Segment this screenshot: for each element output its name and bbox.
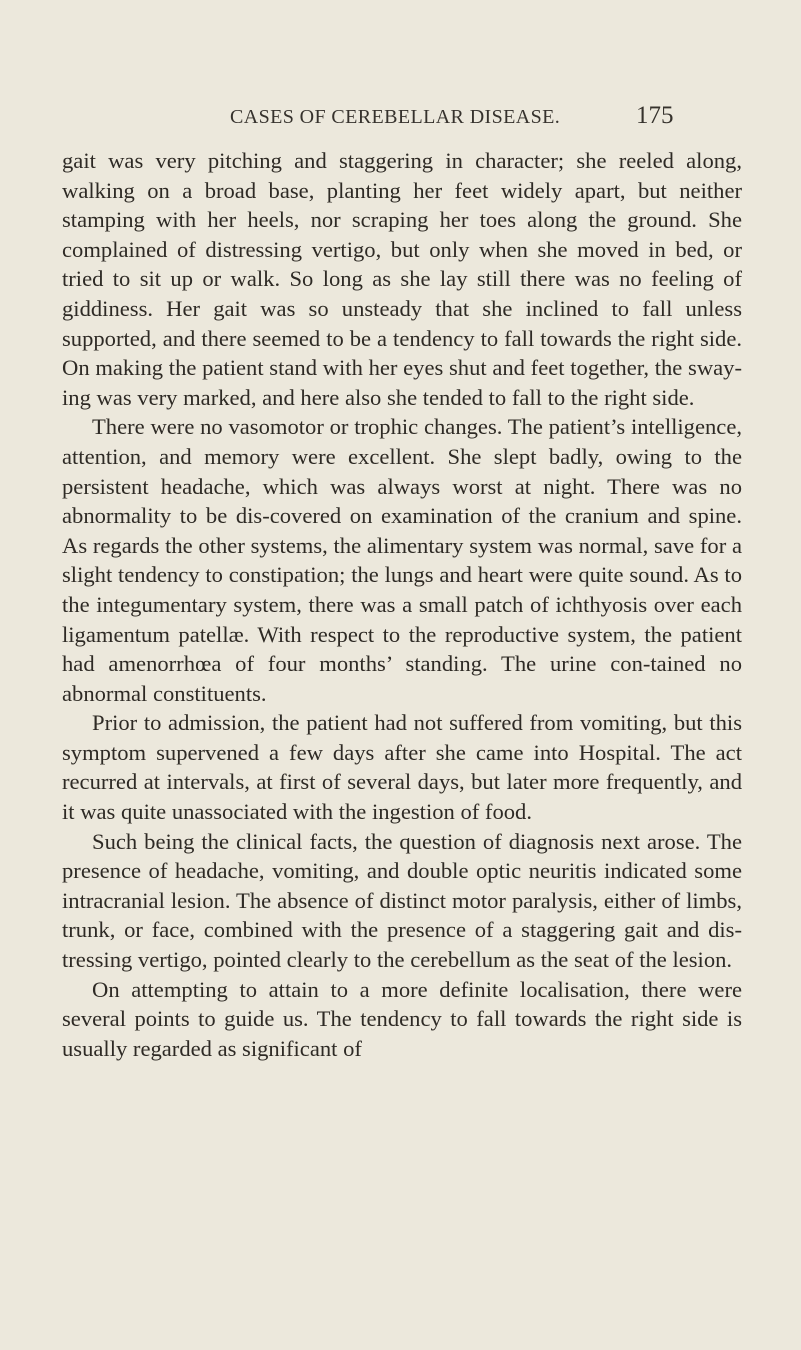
paragraph-gait: gait was very pitching and staggering in character; she reeled along, walking on a broad base, planting her feet widely apart, but neither stamping with her heels, nor scraping her toes along the ground. She complained of distressing vertigo, but only when she moved in bed, or tried to sit up or walk. So long as she lay still there was no feeling of giddiness. Her gait was so unsteady that she inclined to fall unless supported, and there seemed to be a tendency to fall towards the right side. On making the patient stand with her eyes shut and feet together, the sway-ing was very marked, and here also she tended to fall to the right side.	[62, 148, 742, 410]
paragraph-vomiting: Prior to admission, the patient had not suffered from vomiting, but this symptom supervened a few days after she came into Hospital. The act recurred at intervals, at first of several days, but later more frequently, and it was quite unassociated with the ingestion of food.	[62, 710, 742, 825]
paragraph-diagnosis: Such being the clinical facts, the question of diagnosis next arose. The presence of headache, vomiting, and double optic neuritis indicated some intracranial lesion. The absence of distinct motor paralysis, either of limbs, trunk, or face, combined with the presence of a staggering gait and dis-tressing vertigo, pointed clearly to the cerebellum as the seat of the lesion.	[62, 828, 742, 973]
body-text	[62, 146, 742, 1063]
paragraph-vasomotor: There were no vasomotor or trophic changes. The patient’s intelligence, attention, and memory were excellent. She slept badly, owing to the persistent headache, which was always worst at night. There was no abnormality to be dis-covered on examination of the cranium and spine. As regards the other systems, the alimentary system was normal, save for a slight tendency to constipation; the lungs and heart were quite sound. As to the integumentary system, there was a small patch of ichthyosis over each ligamentum patellæ. With respect to the reproductive system, the patient had amenorrhœa of four months’ standing. The urine con-tained no abnormal constituents.	[62, 414, 742, 706]
paragraph-localisation: On attempting to attain to a more definite localisation, there were several points to guide us. The tendency to fall towards the right side is usually regarded as significant of	[62, 976, 742, 1061]
running-head	[0, 102, 801, 136]
page-number: 175	[636, 102, 674, 129]
running-title: CASES OF CEREBELLAR DISEASE.	[230, 106, 561, 128]
